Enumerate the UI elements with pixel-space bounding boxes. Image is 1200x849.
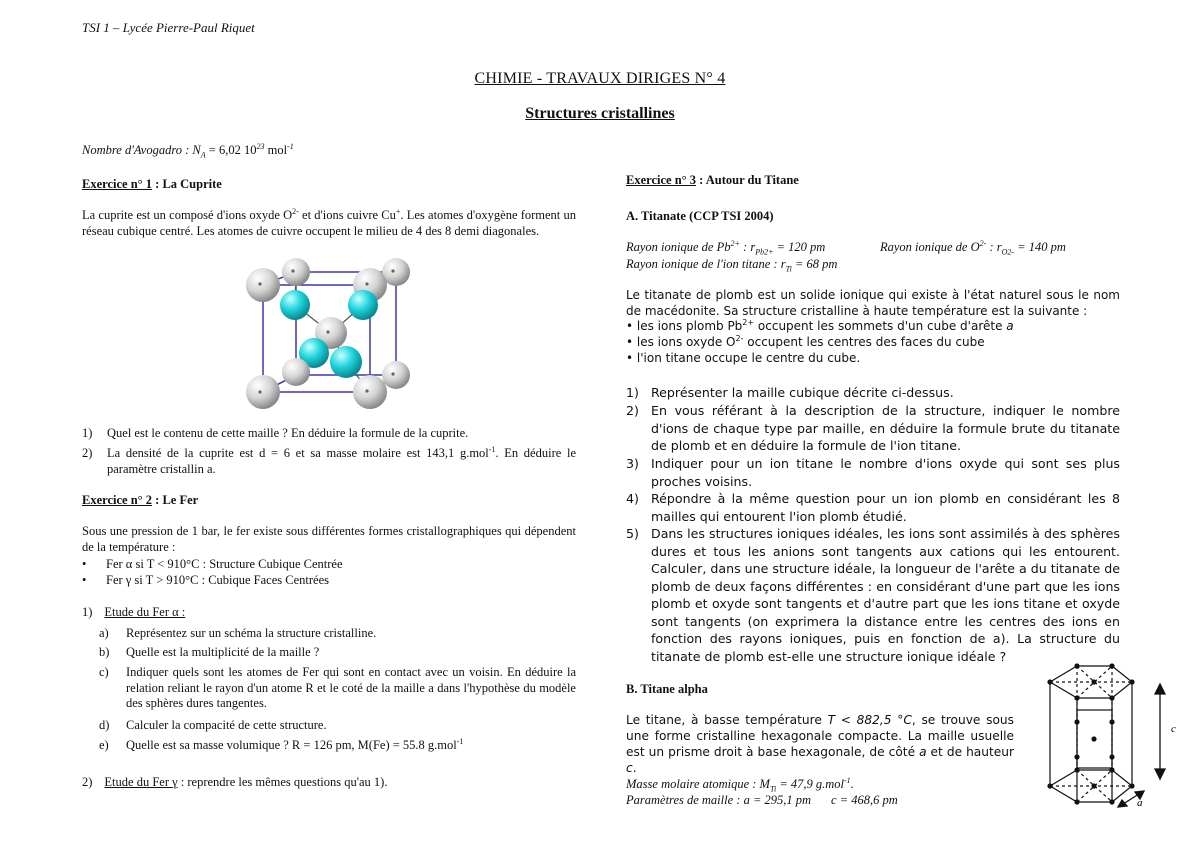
molar-mass: Masse molaire atomique : $M_{Ti} = 47,9$ g.mol$^{-1}$. [626,775,854,794]
cuprite-unit-cell-figure [236,255,416,415]
ex1-question-2: 2) La densité de la cuprite est d = 6 et sa masse molaire est 143,1 g.mol$^{-1}$. En déduire le paramètre cristallin a. [82,444,576,476]
ex3-question-2: 2) En vous référant à la description de la structure, indiquer le nombre d'ions de chaque type par maille, en déduire la formule brute du titanate de plomb et en déduire la formule de l'ion titane. [626,403,1120,453]
hexagonal-prism-figure [1040,660,1192,810]
part-a-title: A. Titanate (CCP TSI 2004) [626,209,774,223]
ex2-sub-question-c: c) Indiquer quels sont les atomes de Fer qui sont en contact avec un voisin. En déduire la relation reliant le rayon d'un atome R et le coté de la maille a dans l'hypothèse du modèle des sphères dures tangentes. [99,665,576,710]
page-subtitle: Structures cristallines [525,105,675,122]
ex2-sub-question-b: b) Quelle est la multiplicité de la maille ? [99,645,320,659]
ex2-part-2: 2) Etude du Fer γ : reprendre les mêmes questions qu'au 1). [82,775,388,789]
part-b-title: B. Titane alpha [626,682,708,696]
avogadro-constant: Nombre d'Avogadro : $N_A = 6,02$ $10^{23}$ mol$^{-1}$ [82,141,294,160]
exercise-3-title: Exercice n° 3 : Autour du Titane [626,173,799,187]
oxygen-atom [246,375,280,409]
o-radius: Rayon ionique de $O^{2-}$ : $r_{O2-} = 140$ pm [880,238,1066,257]
ex3-question-4: 4) Répondre à la même question pour un ion plomb en considérant les 8 mailles qui entourent l'ion plomb étudié. [626,491,1120,524]
ex2-sub-question-e: e) Quelle est sa masse volumique ? R = 126 pm, M(Fe) = 55.8 g.mol$^{-1}$ [99,736,464,752]
exercise-1-intro: La cuprite est un composé d'ions oxyde $O^{2-}$ et d'ions cuivre Cu+. Les atomes d'oxygène forment un réseau cubique centré. Les atomes de cuivre occupent le milieu de 4 des 8 demi diagonales. [82,206,576,238]
ex2-bullet: • Fer α si T < 910°C : Structure Cubique Centrée [82,557,343,571]
oxygen-atom [282,258,310,286]
copper-atom [330,346,362,378]
titanate-bullet: • l'ion titane occupe le centre du cube. [626,351,861,365]
oxygen-atom [282,358,310,386]
titane-alpha-text: Le titane, à basse température T < 882,5 °C, se trouve sous une forme cristalline hexagonale compacte. La maille usuelle est un prisme droit à base hexagonale, de côté a et de hauteur c. [626,713,1014,775]
copper-atom [280,290,310,320]
ex1-question-1: 1) Quel est le contenu de cette maille ? En déduire la formule de la cuprite. [82,426,469,440]
titanate-bullet: • les ions plomb $Pb^{2+}$ occupent les sommets d'un cube d'arête a [626,318,1014,333]
c-dimension-label: c [1171,723,1176,735]
page-title: CHIMIE - TRAVAUX DIRIGES N° 4 [474,70,726,87]
pb-radius: Rayon ionique de $Pb^{2+}$ : $r_{Pb2+} = 120$ pm [626,238,826,257]
titanate-bullet: • les ions oxyde $O^{2-}$ occupent les centres des faces du cube [626,334,985,349]
exercise-2-intro: Sous une pression de 1 bar, le fer existe sous différentes formes cristallographiques qui dépendent de la température : [82,524,576,554]
exercise-2-title: Exercice n° 2 : Le Fer [82,493,199,507]
oxygen-atom [353,375,387,409]
ex2-part-1-title: 1) Etude du Fer α : [82,605,186,619]
ex3-question-1: 1) Représenter la maille cubique décrite ci-dessus. [626,385,954,400]
ti-radius: Rayon ionique de l'ion titane : $r_{Ti} = 68$ pm [626,257,838,274]
ex2-bullet: • Fer γ si T > 910°C : Cubique Faces Centrées [82,573,329,587]
ex3-question-5: 5) Dans les structures ioniques idéales, les ions sont assimilés à des sphères dures et tous les anions sont tangents aux cations qui les entourent. Calculer, dans une structure idéale, la longueur de l'arête a du titanate de plomb de deux façons différentes : en considérant d'une part que les ions plomb et oxyde sont tangents et d'autre part que les ions titane et oxyde sont tangents (on exprimera la distance entre les centres des ions en fonction des rayons ioniques, puis en fonction de a). La structure du titanate de plomb est-elle une structure ionique idéale ? [626,526,1120,664]
ex3-question-3: 3) Indiquer pour un ion titane le nombre d'ions oxyde qui sont ses plus proches voisins. [626,456,1120,489]
copper-atom [348,290,378,320]
ex2-sub-question-a: a) Représentez sur un schéma la structure cristalline. [99,626,377,640]
titanate-intro: Le titanate de plomb est un solide ionique qui existe à l'état naturel sous le nom de macédonite. Sa structure cristalline à haute température est la suivante : [626,288,1120,318]
exercise-1-title: Exercice n° 1 : La Cuprite [82,177,222,191]
ex2-sub-question-d: d) Calculer la compacité de cette structure. [99,718,327,732]
a-dimension-label: a [1137,797,1143,809]
lattice-parameters: Paramètres de maille : a = 295,1 pm c = 468,6 pm [626,793,898,807]
oxygen-atom [246,268,280,302]
oxygen-atom [382,361,410,389]
school-header: TSI 1 – Lycée Pierre-Paul Riquet [82,20,255,35]
